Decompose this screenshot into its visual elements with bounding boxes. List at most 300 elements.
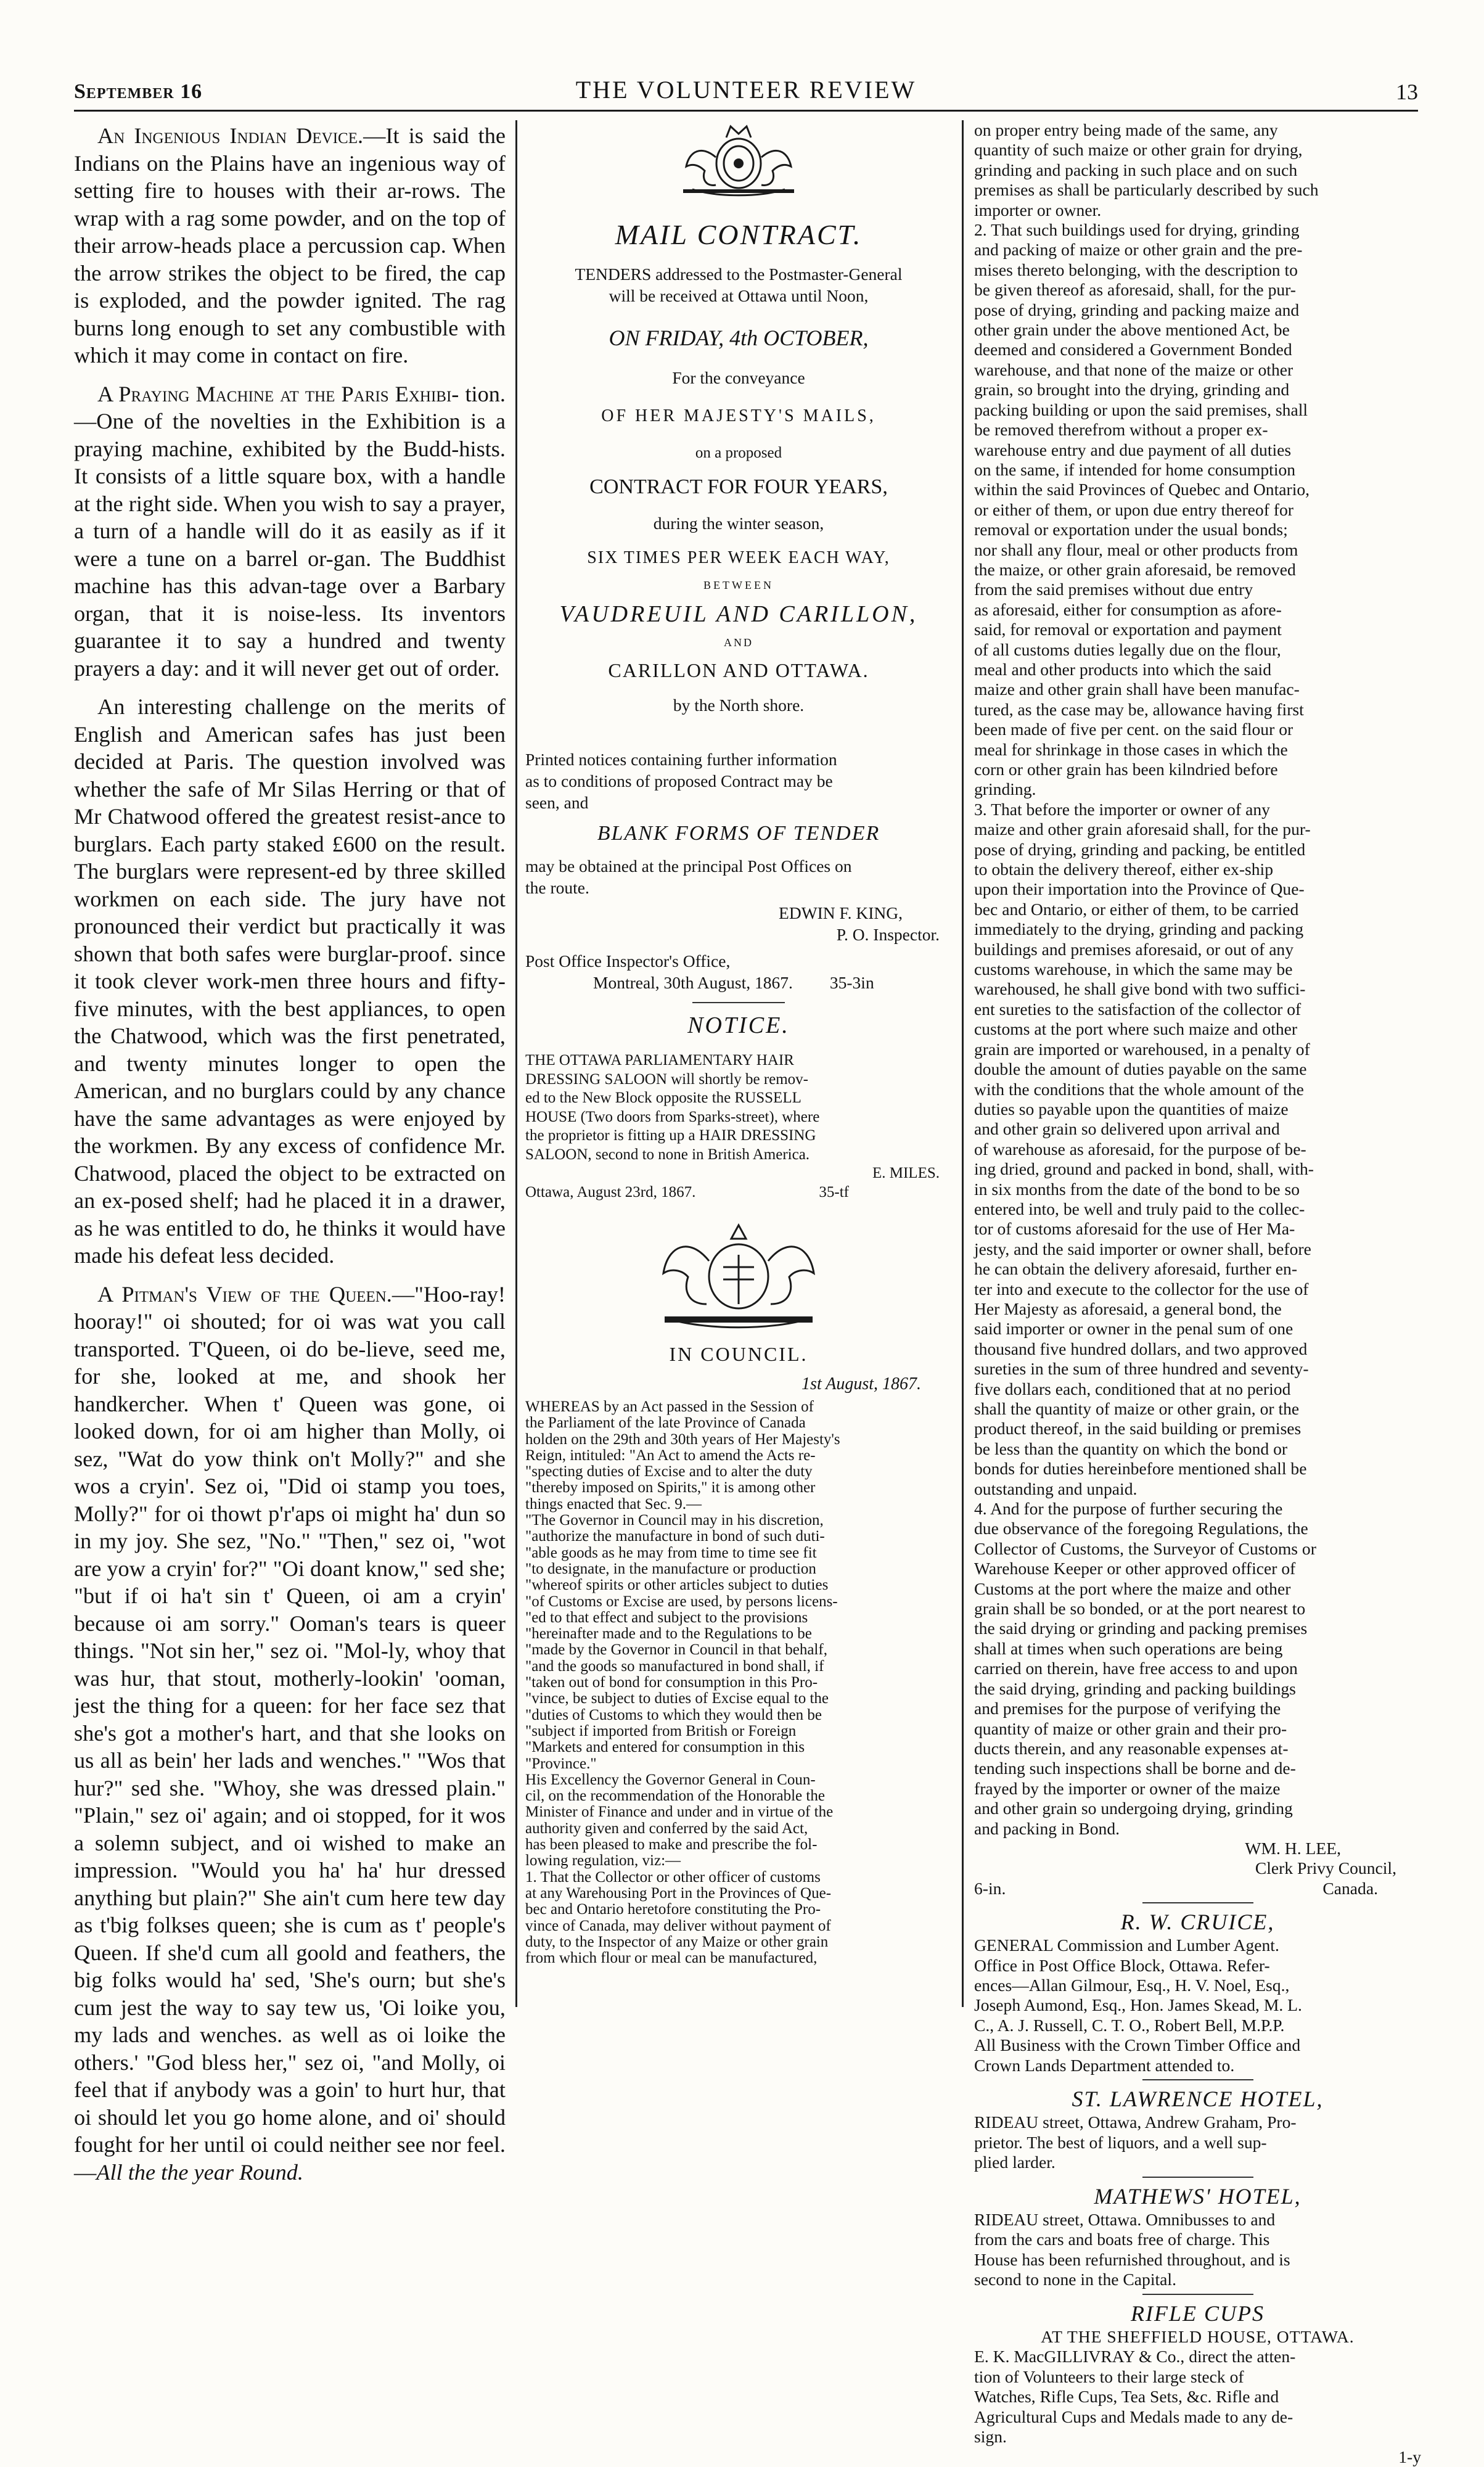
text-line: frayed by the importer or owner of the maize — [974, 1778, 1281, 1798]
text-line: SALOON, second to none in British America. — [525, 1146, 810, 1163]
text-line: her lads and wenches." "Wos that hur?" — [74, 1748, 506, 1800]
cruice-body — [974, 1935, 1421, 2075]
article-heading: A Praying Machine at the Paris Exhibi- — [97, 381, 459, 406]
text-line: WHEREAS by an Act passed in the Session of — [525, 1398, 814, 1415]
text-line: for her face sez that she's got a mother's — [74, 1693, 506, 1746]
text-line: he can obtain the delivery aforesaid, further en- — [974, 1259, 1298, 1279]
text-line: a cryin' for?" "Oi doant know," sed she; — [151, 1556, 506, 1581]
text-line: has been pleased to make and prescribe the fol- — [525, 1836, 818, 1853]
article-safes — [74, 693, 506, 1270]
text-line: "and the goods so manufactured in bond shall, if — [525, 1657, 824, 1675]
text-line: Crown Lands Department attended to. — [974, 2055, 1235, 2075]
text-line: "but if oi ha't sin t' Queen, oi am a cryin' — [74, 1583, 506, 1608]
text-line: hists. It consists of a little square box, with — [74, 436, 506, 488]
section-divider — [1142, 2294, 1253, 2295]
text-line: jesty, and the said importer or owner shall, before — [974, 1239, 1311, 1258]
text-line: prietor. The best of liquors, and a well sup- — [974, 2132, 1267, 2152]
text-line: "duties of Customs to which they would then be — [525, 1706, 822, 1723]
text-line: "The Governor in Council may in his discretion, — [525, 1512, 824, 1529]
text-line: Watches, Rifle Cups, Tea Sets, &c. Rifle and — [974, 2387, 1279, 2407]
text-line: shall at times when such operations are being — [974, 1638, 1283, 1658]
text-line: tage over a Barbary organ, that it is noise- — [74, 573, 506, 626]
inspector-office: Post Office Inspector's Office, — [525, 951, 731, 971]
text-block — [74, 1282, 506, 2185]
text-line: hurt hur, that oi should let you go home — [74, 2077, 506, 2130]
text-line: from which flour or meal can be manufactured, — [525, 1950, 818, 1967]
proposed-line: on a proposed — [695, 445, 782, 461]
mail-signer: EDWIN F. KING, — [779, 903, 903, 922]
text-line: be removed therefrom without a proper ex- — [974, 420, 1268, 440]
middle-column — [525, 120, 952, 1966]
text-line: other grain under the above mentioned Act, be — [974, 320, 1290, 340]
text-line: immediately to the drying, grinding and packing — [974, 919, 1304, 939]
text-line: as he was entitled to do, he thinks it would — [74, 1215, 458, 1241]
text-line: "hereinafter made and to the Regulations to be — [525, 1625, 812, 1643]
rifle-body — [974, 2347, 1421, 2447]
council-heading: IN COUNCIL. — [669, 1343, 808, 1365]
text-line: whether the safe of Mr Silas Herring or that — [74, 776, 480, 802]
text-line: sed she. "Whoy, she was dressed plain." — [131, 1775, 506, 1800]
text-line: hart, and that she looks on us all as bein' — [74, 1720, 506, 1773]
text-line: His Excellency the Governor General in Coun- — [525, 1771, 816, 1788]
left-column — [74, 122, 506, 2197]
text-line: the said drying, grinding and packing buildings — [974, 1678, 1296, 1698]
rifle-subheading: AT THE SHEFFIELD HOUSE, OTTAWA. — [1041, 2327, 1355, 2347]
text-line: grinding. — [974, 779, 1036, 799]
text-line: "thereby imposed on Spirits," it is among other — [525, 1479, 816, 1496]
text-line: was gone, oi looked down, for oi am higher — [74, 1391, 506, 1443]
council-signer-country: Canada. — [1322, 1878, 1378, 1898]
text-block — [74, 382, 506, 681]
text-line: "vince, be subject to duties of Excise equal to the — [525, 1690, 829, 1707]
insertion-code: 35-tf — [819, 1183, 849, 1201]
text-line: have made his defeat less decided. — [74, 1215, 506, 1268]
text-line: to say a prayer, a turn of a handle will do it — [74, 491, 506, 543]
forms-obtained — [525, 855, 952, 898]
text-line: THE OTTAWA PARLIAMENTARY HAIR — [525, 1052, 794, 1069]
text-line: Warehouse Keeper or other approved officer of — [974, 1559, 1296, 1578]
text-line: lads and wenches. as well as oi loike the — [112, 2022, 506, 2047]
text-line: oi stamp you toes, Molly?" for oi thowt — [74, 1474, 506, 1526]
text-line: 3. That before the importer or owner of any — [974, 799, 1270, 819]
text-line: been made of five per cent. on the said flour or — [974, 720, 1293, 739]
text-line: men three hours and fifty-five minutes, with — [74, 969, 506, 1021]
text-line: duties so payable upon the quantities of maize — [974, 1099, 1289, 1119]
text-line: may come in contact on fire. — [152, 343, 409, 367]
text-line: Agricultural Cups and Medals made to any de- — [974, 2407, 1293, 2426]
text-line: outstanding and unpaid. — [974, 1479, 1138, 1498]
text-line: the Indians on the Plains have an ingenious — [74, 123, 506, 176]
tender-date: ON FRIDAY, 4th OCTOBER, — [609, 326, 869, 350]
text-line: The jury have not pronounced their verdict — [74, 886, 506, 938]
notice-heading: NOTICE. — [687, 1012, 790, 1038]
column-rule-left — [515, 120, 517, 2007]
text-line: HOUSE (Two doors from Sparks-street), where — [525, 1108, 820, 1125]
text-block — [74, 694, 506, 1268]
header-rule — [74, 110, 1418, 112]
text-line: plied larder. — [974, 2153, 1056, 2172]
council-date: 1st August, 1867. — [801, 1374, 921, 1394]
route-vaudreuil: VAUDREUIL AND CARILLON, — [559, 601, 918, 627]
text-line: thousand five hundred dollars, and two approved — [974, 1339, 1308, 1358]
text-line: ray! hooray!" oi shouted; for oi was wat — [74, 1281, 506, 1334]
text-line: House has been refurnished throughout, and is — [974, 2249, 1290, 2269]
right-column — [974, 120, 1421, 2467]
text-line: By any excess of confidence Mr. Chatwood, — [74, 1133, 506, 1186]
article-heading: A Pitman's View of the Queen. — [97, 1281, 392, 1307]
text-line: "Markets and entered for consumption in this — [525, 1739, 805, 1756]
text-line: grinding and packing in such place and on such — [974, 160, 1298, 179]
text-line: would ha' sed, 'She's ourn; but she's cum — [74, 1968, 506, 2020]
text-line: ing dried, ground and packed in bond, shall, with- — [974, 1159, 1314, 1179]
text-line: "whereof spirits or other articles subject to duties — [525, 1577, 829, 1594]
text-line: 2. That such buildings used for drying, grinding — [974, 220, 1300, 240]
text-line: the proprietor is fitting up a HAIR DRESSING — [525, 1127, 816, 1144]
text-line: 4. And for the purpose of further securing the — [974, 1499, 1283, 1519]
text-line: meal and other products into which the said — [974, 659, 1272, 679]
text-block — [74, 123, 506, 367]
text-line: warehouse entry and due payment of all duties — [974, 440, 1292, 459]
text-line: she is cum as t' people's Queen. If she'd — [74, 1913, 506, 1965]
text-line: a handle at the right side. When you wish — [74, 464, 506, 516]
text-line: importer or owner. — [974, 200, 1102, 220]
text-line: "able goods as he may from time to time see fit — [525, 1544, 817, 1561]
text-line: and packing in Bond. — [974, 1818, 1120, 1838]
text-line: corn or other grain has been kilndried before — [974, 760, 1278, 779]
column-rule-right — [962, 120, 964, 2007]
text-line: buildings and premises aforesaid, or out of any — [974, 939, 1294, 959]
and-line: AND — [724, 636, 753, 649]
council-signer-title: Clerk Privy Council, — [1255, 1858, 1396, 1878]
text-line: Joseph Aumond, Esq., Hon. James Skead, M. L. — [974, 1995, 1302, 2015]
text-line: sign. — [974, 2427, 1007, 2447]
route-carillon: CARILLON AND OTTAWA. — [608, 659, 869, 681]
text-line: tion of Volunteers to their large steck of — [974, 2366, 1244, 2386]
text-line: English and American safes has just been — [74, 721, 506, 747]
text-line: said importer or owner in the penal sum of one — [974, 1319, 1293, 1339]
text-line: pose of drying, grinding and packing, be entitled — [974, 839, 1306, 859]
text-line: Reign, intituled: "An Act to amend the Acts re- — [525, 1447, 816, 1464]
text-line: mises thereto belonging, with the description to — [974, 260, 1298, 279]
text-line: placed the object to be extracted on an ex- — [74, 1160, 506, 1213]
text-line: enough to set any combustible with which it — [74, 315, 506, 367]
text-line: grain are imported or warehoused, in a penalty of — [974, 1039, 1310, 1059]
cruice-heading: R. W. CRUICE, — [1120, 1909, 1275, 1934]
text-line: tor of customs aforesaid for the use of Her Ma- — [974, 1219, 1295, 1239]
text-line: ent sureties to the satisfaction of the collector of — [974, 999, 1302, 1019]
text-line: meal for shrinkage in those cases in which the — [974, 739, 1288, 759]
text-line: hundred and twenty prayers a day: and it — [74, 628, 506, 681]
text-line: the route. — [525, 878, 589, 897]
text-line: be less than the quantity on which the bond or — [974, 1439, 1288, 1458]
text-line: RIDEAU street, Ottawa, Andrew Graham, Pro- — [974, 2112, 1297, 2132]
article-pitman — [74, 1281, 506, 2186]
text-line: and premises for the purpose of verifying the — [974, 1699, 1281, 1718]
text-line: may be obtained at the principal Post Offices on — [525, 856, 852, 876]
text-line: of warehouse as aforesaid, for the purpose of be- — [974, 1139, 1306, 1159]
text-line: holden on the 29th and 30th years of Her Majesty's — [525, 1431, 840, 1448]
text-line: of all customs duties legally due on the flour, — [974, 639, 1281, 659]
text-line: from the cars and boats free of charge. This — [974, 2230, 1270, 2249]
text-line: packing building or upon the said premises, shall — [974, 400, 1308, 419]
text-line: said, for removal or exportation and payment — [974, 620, 1282, 639]
text-line: seen, and — [525, 793, 589, 812]
text-line: cum here tew day as t'big folkses queen; — [74, 1885, 506, 1937]
mails-line: OF HER MAJESTY'S MAILS, — [601, 406, 876, 425]
masthead-title: THE VOLUNTEER REVIEW — [575, 76, 917, 104]
text-line: posed shelf; had he placed it in a drawer, — [130, 1188, 506, 1213]
text-line: double the amount of duties payable on the same — [974, 1059, 1307, 1079]
text-line: GENERAL Commission and Lumber Agent. — [974, 1935, 1279, 1955]
text-line: gan. The Buddhist machine has this advan- — [74, 546, 506, 598]
text-line: "subject if imported from British or Foreign — [525, 1722, 797, 1739]
text-line: and other grain so delivered upon arrival and — [974, 1119, 1280, 1139]
dateline-text: Ottawa, August 23rd, 1867. — [525, 1183, 696, 1201]
article-praying-machine — [74, 380, 506, 683]
mail-contract-heading: MAIL CONTRACT. — [615, 219, 863, 250]
text-line: as easily as if it were a tune on a barrel or- — [74, 519, 506, 571]
notice-body — [525, 1051, 952, 1164]
text-line: alone, and oi' should fought for her until oi — [74, 2104, 506, 2157]
text-line: grain, so brought into the drying, grinding and — [974, 380, 1290, 400]
text-line: the maize, or other grain aforesaid, be removed — [974, 559, 1296, 579]
text-line: customs at the port where such maize and other — [974, 1019, 1298, 1039]
text-line: sureties in the sum of three hundred and seventy- — [974, 1359, 1309, 1379]
text-line: rows. The wrap with a rag some powder, — [74, 178, 506, 231]
text-line: the powder ignited. The rag burns long — [74, 288, 506, 340]
article-indian-device — [74, 122, 506, 369]
text-line: maize and other grain aforesaid shall, for the pur- — [974, 819, 1311, 839]
issue-date: September 16 — [74, 80, 203, 103]
royal-arms-large-icon — [652, 1218, 825, 1335]
text-line: but practically it was shown that both safes — [74, 914, 506, 966]
between-line: BETWEEN — [703, 579, 774, 591]
text-line: tured, as the case may be, allowance having first — [974, 699, 1304, 719]
mail-signer-title: P. O. Inspector. — [836, 925, 940, 944]
section-divider — [1142, 2079, 1253, 2080]
regulations-body — [974, 120, 1421, 1839]
text-line: "authorize the manufacture in bond of such duti- — [525, 1528, 825, 1545]
text-line: entered into, be well and truly paid to the collec- — [974, 1199, 1305, 1218]
text-line: vince of Canada, may deliver without payment of — [525, 1917, 831, 1934]
council-signer-footer — [974, 1879, 1421, 1898]
text-line: shook her handkercher. When t' Queen — [74, 1364, 506, 1416]
text-line: Printed notices containing further information — [525, 750, 837, 769]
text-line: bonds for duties hereinbefore mentioned shall be — [974, 1459, 1307, 1479]
insertion-code: 6-in. — [974, 1878, 1006, 1898]
text-line: Molly?" and she wos a cryin'. Sez oi, "Did — [74, 1446, 506, 1498]
council-signer: WM. H. LEE, — [1245, 1838, 1341, 1858]
received-line: will be received at Ottawa until Noon, — [609, 286, 869, 305]
mail-dateline — [525, 972, 952, 993]
lawrence-heading: ST. LAWRENCE HOTEL, — [1072, 2087, 1324, 2111]
text-line: in six months from the date of the bond to be so — [974, 1179, 1300, 1199]
text-line: within the said Provinces of Quebec and Ontario, — [974, 480, 1310, 499]
text-line: premises as shall be particularly described by such — [974, 180, 1319, 200]
text-line: at any Warehousing Port in the Provinces of Que- — [525, 1884, 832, 1902]
text-line: burglars could by any chance have the same — [74, 1078, 506, 1131]
text-line: shall the quantity of maize or other grain, or the — [974, 1399, 1300, 1418]
text-line: you call transported. T'Queen, oi do be- — [74, 1309, 506, 1361]
text-line: than Molly, oi sez, "Wat do yow think on't — [74, 1419, 506, 1471]
text-line: and on the top of their arrow-heads place a — [74, 205, 506, 258]
text-line: "taken out of bond for consumption in this Pro- — [525, 1674, 818, 1691]
text-line: cil, on the recommendation of the Honorable the — [525, 1788, 825, 1805]
text-line: duty, to the Inspector of any Maize or other grain — [525, 1933, 829, 1950]
contract-line: CONTRACT FOR FOUR YEARS, — [589, 475, 888, 498]
text-line: quantity of such maize or other grain for drying, — [974, 140, 1303, 160]
text-line: will never get out of order. — [261, 655, 500, 681]
text-line: things enacted that Sec. 9.— — [525, 1495, 702, 1513]
text-line: ed to the New Block opposite the RUSSELL — [525, 1090, 801, 1106]
article-source: All the the year Round. — [96, 2159, 303, 2185]
text-line: lieve, seed me, for she, looked at me, and — [74, 1336, 506, 1389]
text-line: is a praying machine, exhibited by the Budd- — [74, 409, 506, 461]
text-line: five dollars each, conditioned that at no period — [974, 1379, 1291, 1398]
text-line: ly, whoy that was hur, that stout, motherly- — [74, 1638, 506, 1691]
text-line: on proper entry being made of the same, any — [974, 120, 1278, 139]
text-line: way of setting fire to houses with their ar- — [74, 150, 506, 203]
text-line: warehouse, and that none of the maize or other — [974, 359, 1293, 379]
text-line: pose of drying, grinding and packing maize and — [974, 300, 1300, 319]
text-line: grain shall be so bonded, or at the port nearest to — [974, 1599, 1306, 1619]
mathews-body — [974, 2210, 1421, 2290]
season-line: during the winter season, — [653, 514, 824, 533]
text-line: or either of them, or upon due entry thereof for — [974, 499, 1293, 519]
text-line: removal or exportation under the usual bonds; — [974, 520, 1288, 540]
text-line: due observance of the foregoing Regulations, the — [974, 1519, 1308, 1538]
text-line: of Mr Chatwood offered the greatest resist- — [74, 776, 506, 829]
text-line: to obtain the delivery thereof, either ex-ship — [974, 860, 1274, 879]
text-line: upon their importation into the Province of Que- — [974, 879, 1305, 899]
insertion-code: 35-3in — [829, 973, 874, 992]
text-line: tion.—One of the novelties in the Exhibition — [74, 381, 506, 433]
lawrence-body — [974, 2112, 1421, 2172]
text-line: deemed and considered a Government Bonded — [974, 340, 1292, 359]
text-line: with the conditions that the whole amount of the — [974, 1079, 1304, 1099]
text-line: lookin' 'ooman, jest the thing for a queen: — [74, 1665, 506, 1718]
text-line: decided at Paris. The question involved was — [74, 749, 506, 774]
text-line: —"Hoo- — [391, 1281, 470, 1307]
text-line: "of Customs or Excise are used, by persons licens- — [525, 1593, 838, 1610]
text-line: and other grain so undergoing drying, grinding — [974, 1799, 1293, 1818]
text-line: were burglar-proof. since it took clever work- — [74, 941, 506, 993]
text-line: and packing of maize or other grain and the pre- — [974, 240, 1303, 260]
text-line: carried on therein, have free access to and upon — [974, 1659, 1298, 1678]
text-line: ences—Allan Gilmour, Esq., H. V. Noel, Esq., — [974, 1975, 1290, 1995]
text-line: on the same, if intended for home consumption — [974, 459, 1296, 479]
text-line: others.' "God bless her," sez oi, "and — [74, 2050, 414, 2075]
text-line: Her Majesty as aforesaid, a general bond, the — [974, 1299, 1282, 1318]
page-number: 13 — [1396, 80, 1418, 104]
tenders-line: TENDERS addressed to the Postmaster-General — [575, 265, 903, 284]
section-divider — [1142, 1902, 1253, 1903]
text-line: percussion cap. When the arrow strikes the — [74, 233, 506, 285]
text-line: "Province." — [525, 1755, 597, 1772]
text-line: bec and Ontario heretofore constituting the Pro- — [525, 1901, 821, 1918]
notice-signer: E. MILES. — [872, 1165, 940, 1181]
text-line: make an impression. "Would you ha' ha' — [74, 1830, 506, 1882]
text-line: it wos a solemn subject, and oi wished to — [74, 1803, 506, 1855]
text-line: maize and other grain shall have been manufac- — [974, 679, 1300, 699]
text-line: sez, "No." "Then," sez oi, "wot are yow — [74, 1529, 506, 1581]
text-line: Office in Post Office Block, Ottawa. Refer- — [974, 1955, 1270, 1975]
text-line: Molly, oi feel that if anybody was a goin' to — [74, 2050, 506, 2102]
printed-notices — [525, 749, 952, 813]
council-body — [525, 1399, 952, 1966]
blank-forms-heading: BLANK FORMS OF TENDER — [597, 822, 880, 845]
north-shore-line: by the North shore. — [673, 696, 805, 715]
text-line: the best appliances, to open the Chatwood, — [74, 996, 506, 1048]
conveyance-line: For the conveyance — [672, 368, 805, 387]
text-line: E. K. MacGILLIVRAY & Co., direct the atten- — [974, 2347, 1296, 2366]
rifle-code: 1-y — [1398, 2447, 1421, 2466]
text-line: the Parliament of the late Province of Canada — [525, 1414, 806, 1432]
running-head — [74, 73, 1418, 110]
text-line: object to be fired, the cap is exploded, and — [74, 260, 506, 313]
text-line: advantages as were enjoyed by the workmen. — [74, 1106, 506, 1158]
text-line: nor shall any flour, meal or other products from — [974, 540, 1298, 559]
notice-dateline — [525, 1183, 952, 1202]
text-line: jest the way to say tew us, 'Oi loike you, my — [74, 1995, 506, 2047]
frequency-line: SIX TIMES PER WEEK EACH WAY, — [587, 548, 890, 567]
text-line: An interesting challenge on the merits of — [97, 694, 506, 719]
text-line: RIDEAU street, Ottawa. Omnibusses to and — [974, 2210, 1276, 2230]
text-line: Minister of Finance and under and in virtue of the — [525, 1804, 834, 1821]
text-line: ter into and execute to the collector for the use of — [974, 1279, 1309, 1299]
section-divider — [1142, 2177, 1253, 2178]
dateline-text: Montreal, 30th August, 1867. — [593, 973, 793, 992]
text-line: be given thereof as aforesaid, shall, for the pur- — [974, 280, 1296, 300]
text-line: on the result. The burglars were represent- — [74, 831, 506, 884]
text-line: C., A. J. Russell, C. T. O., Robert Bell, M.P.P. — [974, 2015, 1285, 2035]
text-line: "made by the Governor in Council in that behalf, — [525, 1641, 827, 1659]
section-divider — [692, 1002, 785, 1003]
text-line: customs warehouse, in which the same may be — [974, 959, 1293, 979]
text-line: tending such inspections shall be borne and de- — [974, 1759, 1296, 1778]
text-line: lowing regulation, viz:— — [525, 1852, 681, 1870]
text-line: All Business with the Crown Timber Office and — [974, 2035, 1301, 2055]
text-line: the said drying or grinding and packing premises — [974, 1619, 1308, 1638]
text-line: quantity of maize or other grain and their pro- — [974, 1718, 1287, 1738]
text-line: "specting duties of Excise and to alter the duty — [525, 1463, 813, 1480]
text-line: hur dressed anything but plain?" She ain't — [74, 1858, 506, 1910]
text-line: second to none in the Capital. — [974, 2270, 1176, 2289]
text-line: DRESSING SALOON will shortly be remov- — [525, 1070, 809, 1088]
text-line: Collector of Customs, the Surveyor of Customs or — [974, 1538, 1316, 1558]
article-heading: An Ingenious Indian Device. — [97, 123, 364, 148]
mathews-heading: MATHEWS' HOTEL, — [1094, 2183, 1302, 2209]
text-line: warehoused, he shall give bond with two suffici- — [974, 979, 1306, 999]
text-line: product thereof, in the said building or premises — [974, 1419, 1302, 1439]
text-line: "Plain," sez oi' again; and oi stopped, for — [74, 1803, 445, 1828]
text-line: minutes longer to open the American, and no — [74, 1051, 506, 1103]
text-line: cum all goold and feathers, the big folks — [74, 1940, 506, 1992]
text-line: ducts therein, and any reasonable expenses at- — [974, 1738, 1289, 1758]
text-line: as to conditions of proposed Contract may be — [525, 771, 833, 790]
text-line: less. Its inventors guarantee it to say a — [74, 601, 506, 653]
text-line: which was the first penetrated, and twenty — [74, 1024, 506, 1076]
text-line: from the said premises without due entry — [974, 580, 1253, 599]
rifle-heading: RIFLE CUPS — [1131, 2301, 1265, 2326]
text-line: —It is said — [363, 123, 469, 148]
text-line: ance to burglars. Each party staked £600 — [74, 804, 506, 856]
text-line: ed by three skilled workmen on each side. — [74, 859, 506, 911]
text-line: "to designate, in the manufacture or production — [525, 1560, 816, 1577]
text-line: 1. That the Collector or other officer of customs — [525, 1868, 821, 1886]
royal-arms-icon — [668, 120, 810, 200]
text-line: authority given and conferred by the said Act, — [525, 1820, 808, 1837]
